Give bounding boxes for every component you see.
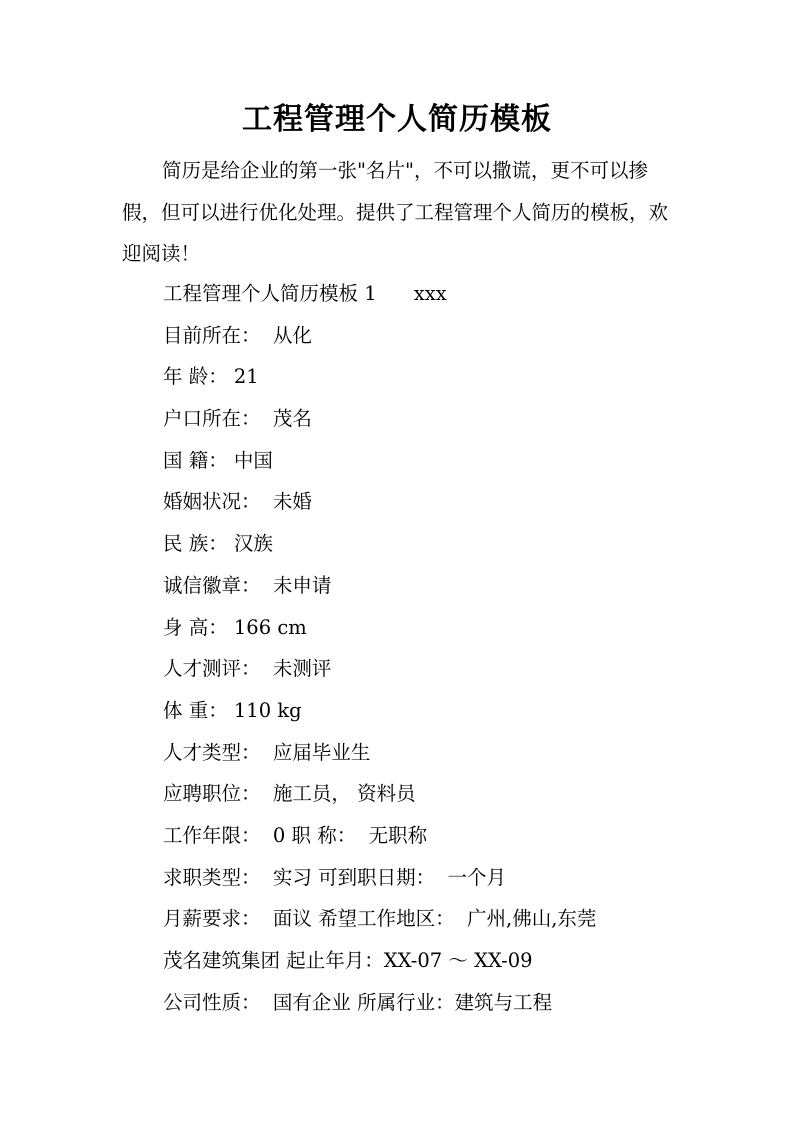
resume-row-position-applied: 应聘职位： 施工员， 资料员 (163, 782, 416, 806)
resume-row-marital-status: 婚姻状况： 未婚 (163, 490, 312, 514)
document-title: 工程管理个人简历模板 (242, 102, 552, 137)
resume-row-hukou: 户口所在： 茂名 (163, 407, 312, 431)
resume-row-height: 身 高： 166 cm (163, 615, 307, 639)
resume-row-company-nature: 公司性质： 国有企业 所属行业：建筑与工程 (163, 990, 553, 1014)
resume-row-employer: 茂名建筑集团 起止年月：XX-07 ～ XX-09 (163, 949, 533, 972)
resume-fields (163, 273, 723, 1023)
resume-row-template-heading: 工程管理个人简历模板 1 xxx (163, 282, 447, 305)
resume-row-integrity-badge: 诚信徽章： 未申请 (163, 573, 332, 597)
resume-row-current-location: 目前所在： 从化 (163, 323, 312, 347)
resume-row-weight: 体 重： 110 kg (163, 698, 302, 722)
resume-row-ethnicity: 民 族： 汉族 (163, 532, 273, 556)
resume-row-salary: 月薪要求： 面议 希望工作地区： 广州,佛山,东莞 (163, 907, 597, 931)
resume-row-age: 年 龄： 21 (163, 365, 259, 389)
resume-row-talent-type: 人才类型： 应届毕业生 (163, 740, 371, 764)
resume-row-job-type: 求职类型： 实习 可到职日期： 一个月 (163, 865, 506, 889)
resume-row-nationality: 国 籍： 中国 (163, 448, 273, 472)
intro-paragraph: 简历是给企业的第一张"名片"，不可以撒谎，更不可以掺假，但可以进行优化处理。提供了工程管理个人简历的模板，欢迎阅读！ (122, 159, 669, 265)
resume-row-talent-assessment: 人才测评： 未测评 (163, 657, 332, 681)
resume-row-work-years: 工作年限： 0 职 称： 无职称 (163, 823, 428, 847)
